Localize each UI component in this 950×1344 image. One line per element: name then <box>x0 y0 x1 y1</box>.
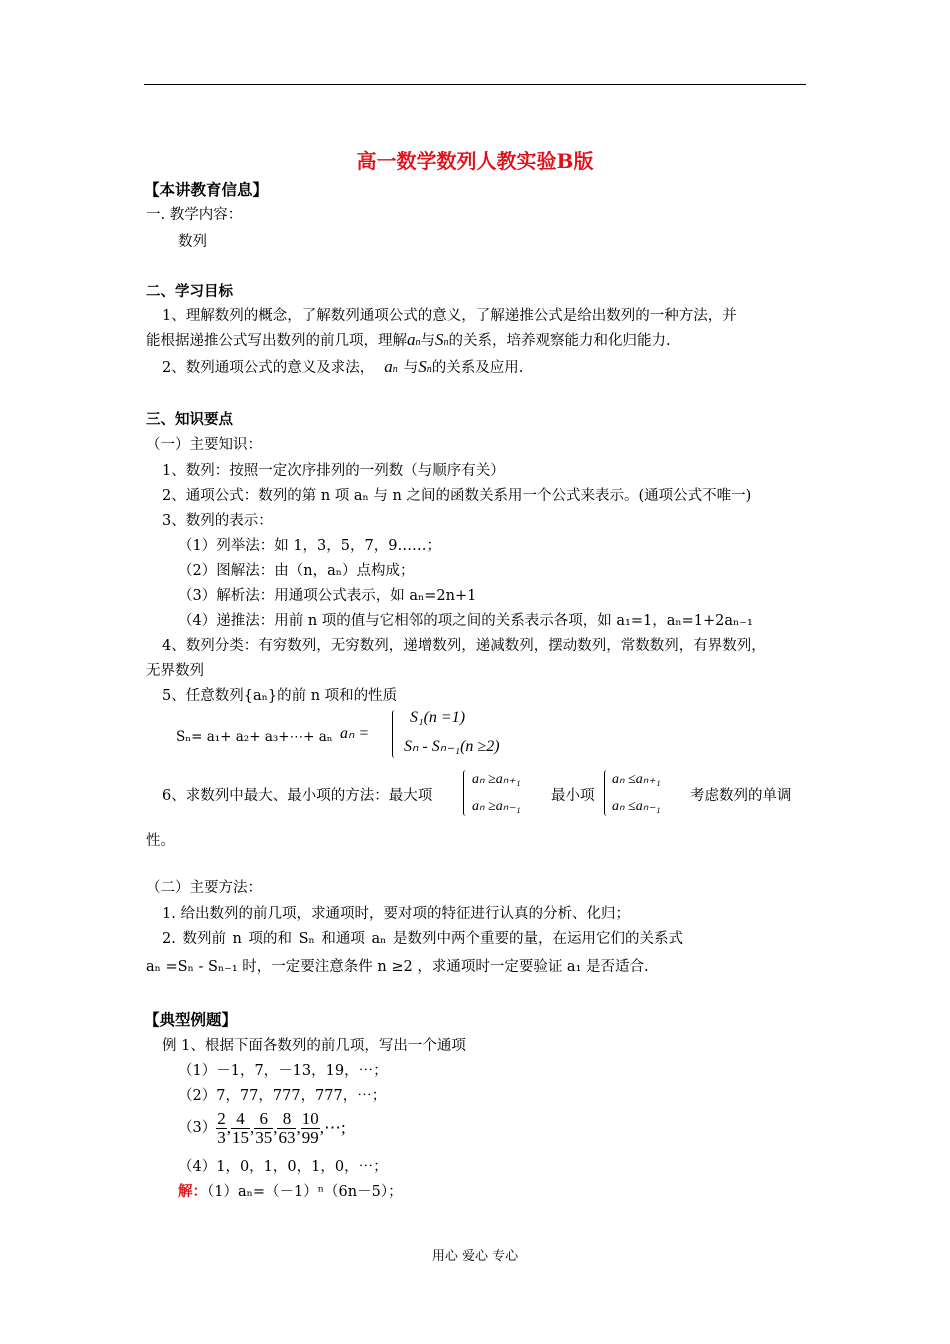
method-2-line2: aₙ =Sₙ - Sₙ₋₁ 时，一定要注意条件 n ≥2 ，求通项时一定要验证 a₁ 是否适合. <box>146 959 649 975</box>
goal1-line2-text-c: 的关系，培养观察能力和化归能力. <box>448 333 671 349</box>
an-subscript: n <box>415 337 421 348</box>
fraction-numerator: 4 <box>231 1110 250 1129</box>
fraction <box>216 1110 227 1147</box>
sn-subscript: n <box>426 364 432 375</box>
fraction-denominator: 99 <box>301 1127 319 1147</box>
fraction-denominator: 35 <box>255 1127 273 1147</box>
points-heading: 三、知识要点 <box>146 411 233 428</box>
header-rule <box>144 84 806 85</box>
goals-heading: 二、学习目标 <box>146 283 233 300</box>
fraction-numerator: 10 <box>301 1108 319 1128</box>
solution-label: 解： <box>178 1183 207 1200</box>
example-1-prompt: 例 1、根据下面各数列的前几项，写出一个通项 <box>162 1038 466 1054</box>
knowledge-item-6-text-d: 性。 <box>146 833 175 849</box>
min-condition-1: aₙ ≤aₙ₊₁ <box>612 772 661 787</box>
knowledge-item-3: 3、数列的表示： <box>162 513 273 529</box>
knowledge-item-6-text-a: 6、求数列中最大、最小项的方法：最大项 <box>162 788 433 804</box>
knowledge-item-6-text-b: 最小项 <box>551 788 595 804</box>
example-1-part-3-label: （3） <box>178 1120 217 1136</box>
example-1-part-1: （1）－1，7，－13，19，⋯； <box>178 1063 388 1079</box>
an-symbol: a <box>384 357 393 376</box>
knowledge-item-3-2: （2）图解法：由（n，aₙ）点构成； <box>178 563 415 579</box>
knowledge-item-4-line1: 4、数列分类：有穷数列，无穷数列，递增数列，递减数列，摆动数列，常数数列，有界数列， <box>162 638 766 654</box>
max-condition-2: aₙ ≥aₙ₋₁ <box>472 799 521 814</box>
goal2-text-b: 与 <box>403 360 419 376</box>
section-info-heading: 【本讲教育信息】 <box>144 180 269 199</box>
knowledge-item-3-4: （4）递推法：用前 n 项的值与它相邻的项之间的关系表示各项，如 a₁=1，aₙ=1+2aₙ₋₁ <box>178 613 753 629</box>
goal1-line1: 1、理解数列的概念，了解数列通项公式的意义，了解递推公式是给出数列的一种方法，并 <box>162 308 737 324</box>
fraction <box>277 1110 296 1147</box>
fraction-denominator: 15 <box>231 1127 249 1147</box>
min-condition-2: aₙ ≤aₙ₋₁ <box>612 799 661 814</box>
goal2-text-c: 的关系及应用. <box>431 360 524 376</box>
fraction-numerator: 2 <box>217 1108 226 1128</box>
sn-subscript: n <box>443 337 449 348</box>
knowledge-item-1: 1、数列：按照一定次序排列的一列数（与顺序有关） <box>162 463 505 479</box>
an-symbol: a <box>407 330 416 349</box>
examples-heading: 【典型例题】 <box>144 1010 238 1029</box>
solution-part-1: （1）aₙ=（－1）ⁿ（6n－5）； <box>207 1184 403 1200</box>
fraction-numerator: 6 <box>254 1110 273 1129</box>
sn-symbol: S <box>435 330 444 349</box>
goal1-line2-text-b: 与 <box>420 333 435 349</box>
an-subscript: n <box>392 364 398 375</box>
an-piecewise-lhs: aₙ = <box>340 725 370 742</box>
partial-sum-formula: Sₙ= a₁+ a₂+ a₃+⋯+ aₙ <box>176 729 333 745</box>
page-title: 高一数学数列人教实验B版 <box>356 149 594 173</box>
max-condition-brace <box>463 770 470 816</box>
knowledge-item-3-3: （3）解析法：用通项公式表示，如 aₙ=2n+1 <box>178 588 477 604</box>
example-1-part-2: （2）7，77，777，777，⋯； <box>178 1088 387 1104</box>
example-1-part-3-tail: ,⋯; <box>319 1118 346 1137</box>
knowledge-item-5: 5、任意数列{aₙ}的前 n 项和的性质 <box>162 688 398 704</box>
piecewise-case-1: S₁(n =1) <box>410 709 466 726</box>
example-1-part-3: （3） $\frac{2}{3}$ , $\frac{4}{15}$ , $\frac{6}{35}$ , $\frac{8}{63}$ , $\frac{10}{99}$ ,⋯; <box>178 1108 346 1147</box>
knowledge-item-6-text-c: 考虑数列的单调 <box>690 788 792 804</box>
piecewise-case-2: Sₙ - Sₙ₋₁(n ≥2) <box>404 738 500 755</box>
example-1-part-4: （4）1，0，1，0，1，0，⋯； <box>178 1159 388 1175</box>
main-knowledge-heading: （一）主要知识： <box>146 437 262 453</box>
knowledge-item-3-1: （1）列举法：如 1，3，5，7，9……； <box>178 538 441 554</box>
methods-heading: （二）主要方法： <box>146 880 262 896</box>
knowledge-item-4-line2: 无界数列 <box>146 663 204 679</box>
piecewise-brace <box>392 710 399 758</box>
goal2-line <box>162 357 523 380</box>
knowledge-item-2: 2、通项公式：数列的第 n 项 aₙ 与 n 之间的函数关系用一个公式来表示。(通项公式不唯一) <box>162 488 752 504</box>
method-2-line1: 2. 数列前 n 项的和 Sₙ 和通项 aₙ 是数列中两个重要的量，在运用它们的关系式 <box>162 931 684 947</box>
method-1: 1. 给出数列的前几项，求通项时，要对项的特征进行认真的分析、化归； <box>162 906 630 922</box>
fraction <box>254 1110 273 1147</box>
max-condition-1: aₙ ≥aₙ₊₁ <box>472 772 521 787</box>
fraction <box>301 1110 320 1147</box>
fraction-denominator: 63 <box>278 1127 296 1147</box>
content-heading: 一. 教学内容： <box>146 207 243 223</box>
min-condition-brace <box>604 770 611 816</box>
goal2-text-a: 2、数列通项公式的意义及求法， <box>162 360 375 376</box>
page-footer: 用心 爱心 专心 <box>431 1249 519 1264</box>
fraction <box>231 1110 250 1147</box>
sn-symbol: S <box>418 357 427 376</box>
fraction-denominator: 3 <box>217 1127 226 1147</box>
fraction-numerator: 8 <box>277 1110 296 1129</box>
goal1-line2 <box>146 330 671 353</box>
content-body: 数列 <box>178 234 207 250</box>
goal1-line2-text-a: 能根据递推公式写出数列的前几项，理解 <box>146 333 407 349</box>
solution-line <box>178 1182 403 1202</box>
